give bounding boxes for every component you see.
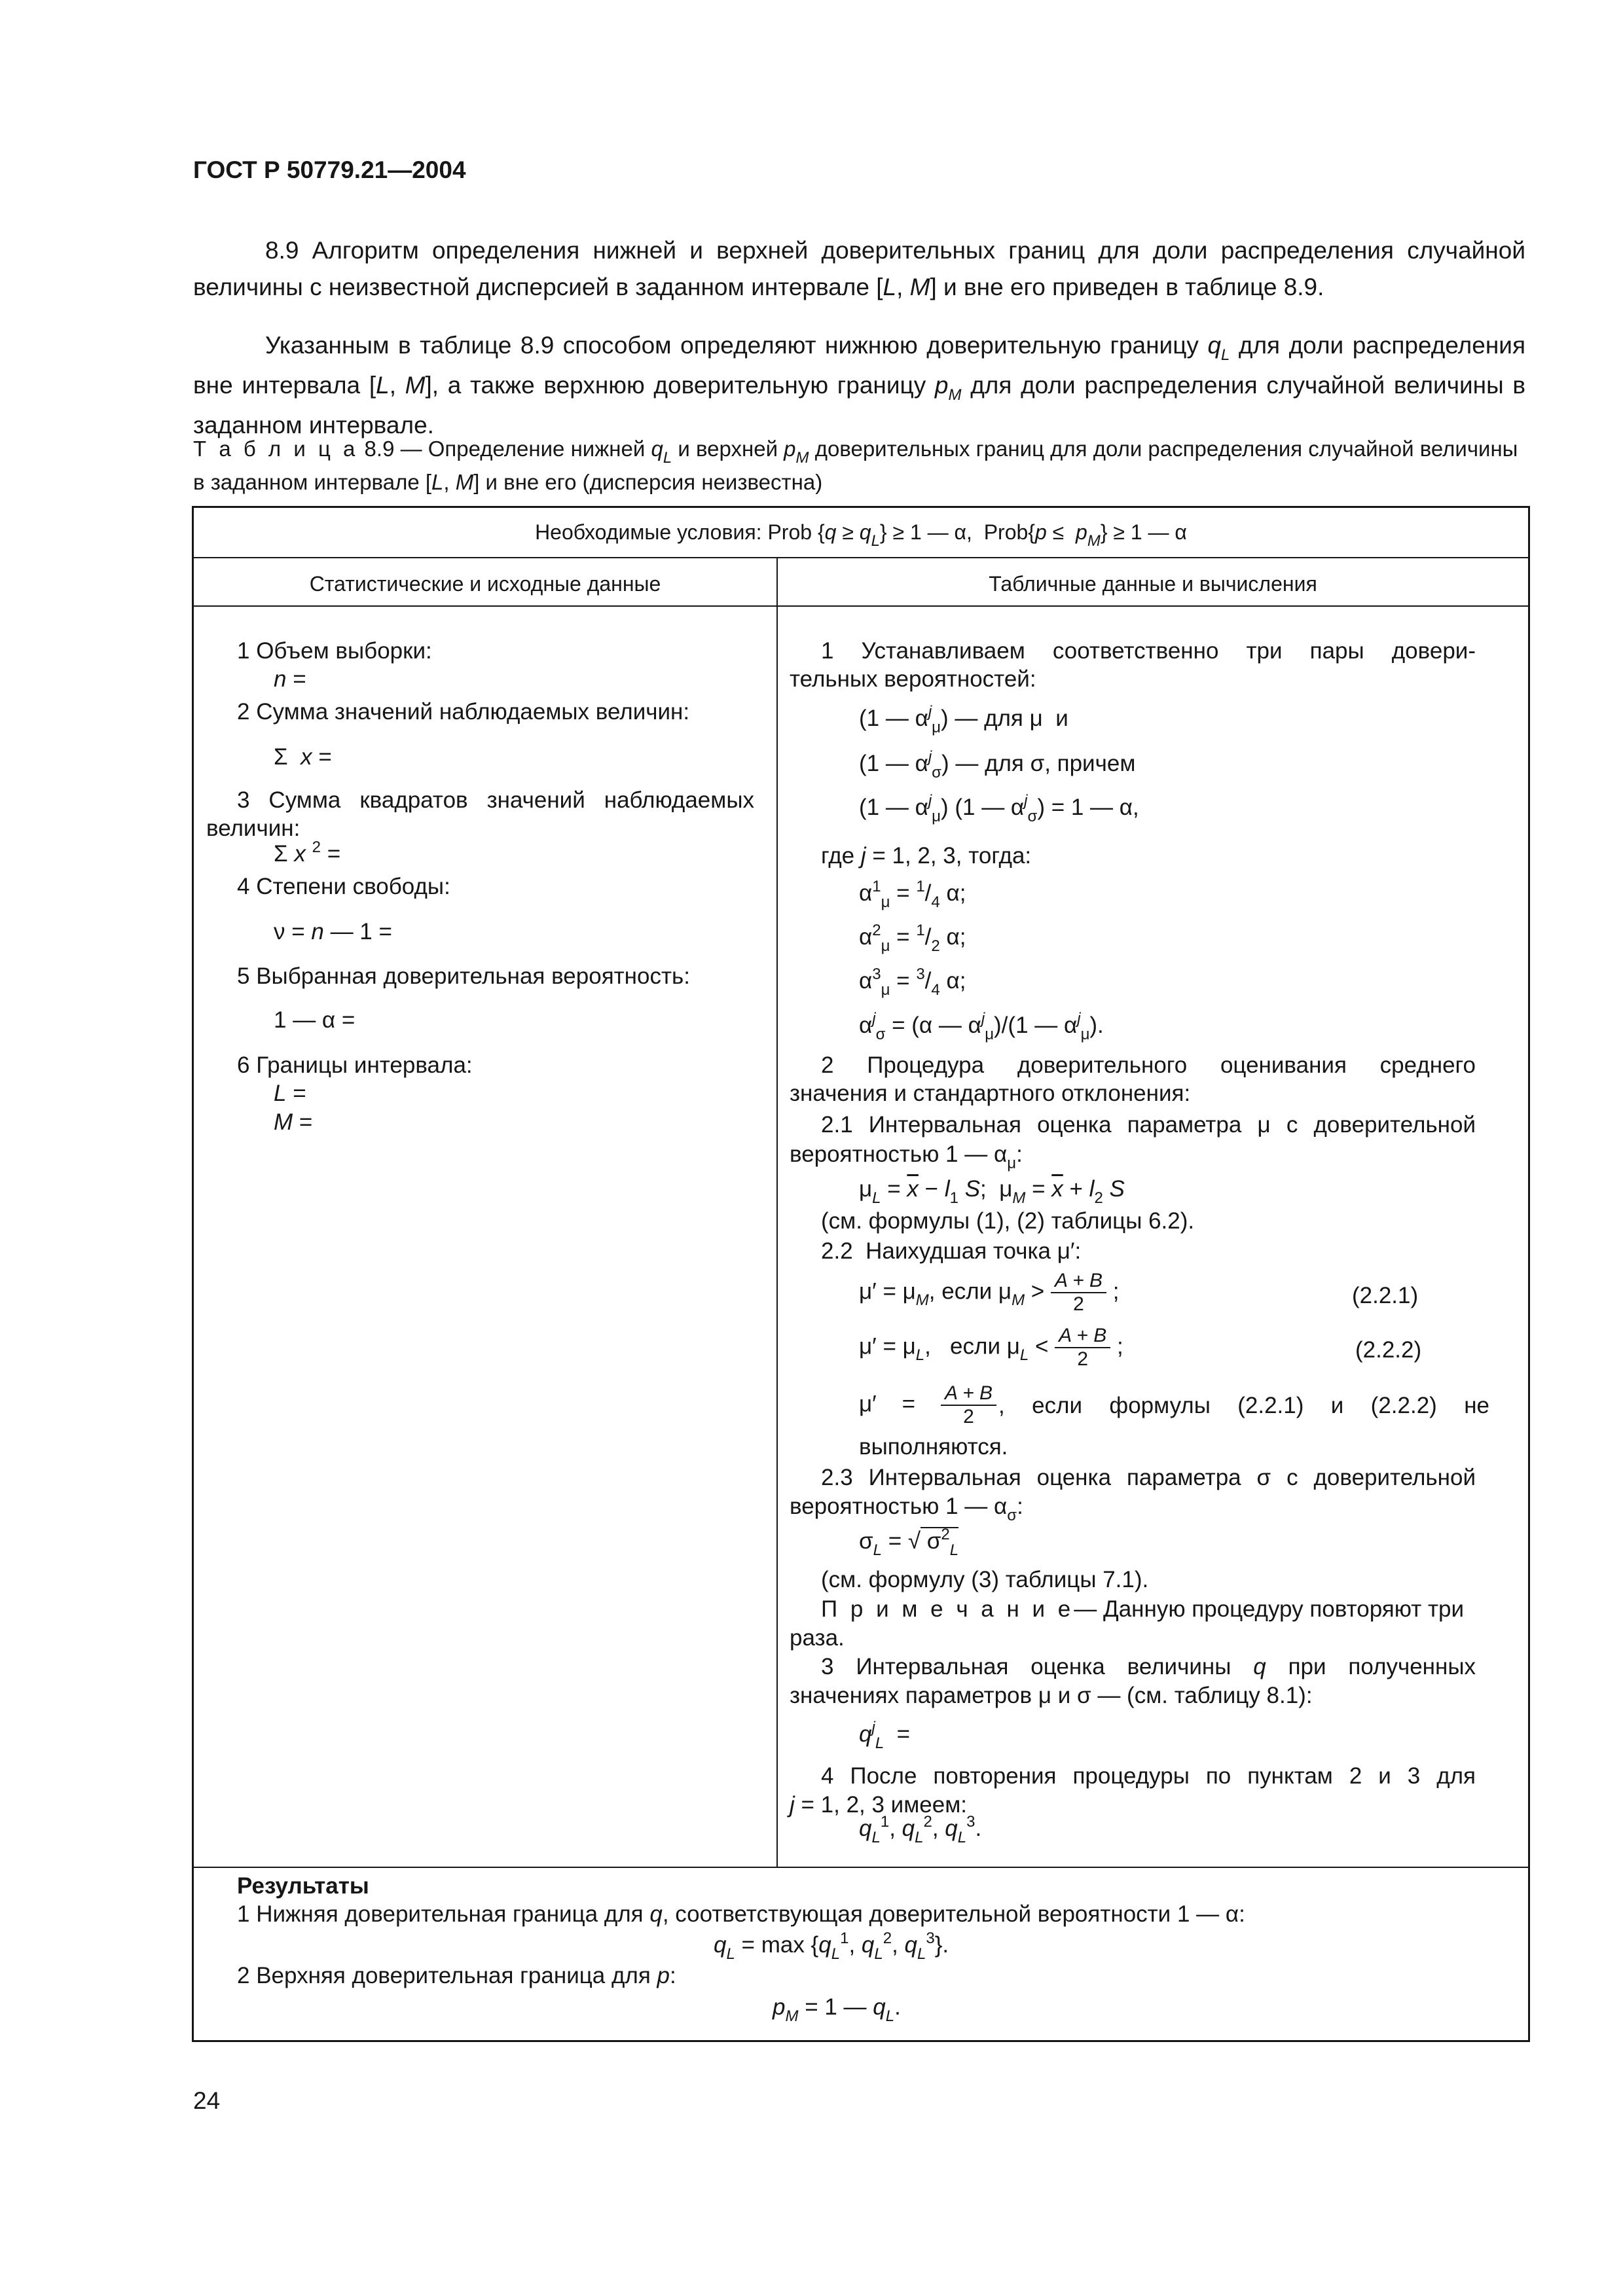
left-item-3-cont: величин: — [206, 816, 301, 841]
right-step-2-1: 2.1 Интервальная оценка параметра μ с доверительной — [821, 1112, 1476, 1138]
left-item-6-M: M = — [274, 1109, 313, 1135]
right-step-1-cont: тельных вероятностей: — [790, 666, 1036, 692]
right-mu-ref: (см. формулы (1), (2) таблицы 6.2). — [821, 1208, 1195, 1234]
right-step-4: 4 После повторения процедуры по пунктам 2 и 3 для — [821, 1763, 1476, 1789]
right-formula-2-2-3-cont: выполняются. — [859, 1434, 1008, 1460]
table-caption: Т а б л и ц а 8.9 — Определение нижней $q_L$ и верхней $p_M$ доверительных границ для доли распределения случайной величины в заданном интервале [L, M] и вне его (дисперсия неизвестна) — [193, 437, 1518, 494]
right-j-values: где j = 1, 2, 3, тогда: — [821, 843, 1032, 869]
right-alpha-3: $\alpha^3_\mu = ^3/_4$ α; — [859, 965, 966, 999]
right-step-4-cont: j = 1, 2, 3 имеем: — [790, 1792, 968, 1818]
table-conditions: Необходимые условия: Prob $\{q \ge q_L\} \ge 1$ — α, Prob{p ≤ $p_M\} \ge 1$ — α — [535, 520, 1187, 550]
right-pair-sigma: (1 — $\alpha^j_\sigma$) — для σ, причем — [859, 748, 1136, 781]
left-item-3-value: Σ x $^2$ = — [274, 838, 341, 867]
left-item-6-L: L = — [274, 1081, 306, 1106]
right-step-2-2: 2.2 Наихудшая точка μ′: — [821, 1238, 1082, 1264]
page-number: 24 — [193, 2087, 221, 2114]
right-q-values: $q_L^1$, $q_L^2$, $q_L^3$. — [859, 1813, 982, 1846]
right-note: П р и м е ч а н и е— Данную процедуру повторяют три — [821, 1596, 1465, 1622]
right-pair-product: (1 — $\alpha^j_\mu$) (1 — $\alpha^j_\sigma) = 1$ — α, — [859, 792, 1139, 825]
right-step-2-3-cont: вероятностью 1 — $\alpha_\sigma$: — [790, 1494, 1023, 1524]
right-alpha-sigma: $\alpha^j_\sigma = (\alpha$ — $\alpha^j_\mu)/(1$ — $\alpha^j_\mu$). — [859, 1010, 1104, 1043]
left-item-3: 3 Сумма квадратов значений наблюдаемых — [237, 787, 754, 813]
right-eq-number-2-2-2: (2.2.2) — [1355, 1337, 1422, 1363]
table-rule-results — [192, 1867, 1530, 1868]
paragraph-method: Указанным в таблице 8.9 способом определяют нижнюю доверительную границу $q_L$ для доли распределения вне интервала [L, M], а также верхнюю доверительную границу $p_M$ для доли распределения случайной величины в заданном интервале. — [193, 332, 1526, 439]
table-border-left — [192, 506, 194, 2042]
caption-label: Т а б л и ц а — [193, 437, 359, 461]
table-rule-conditions — [192, 557, 1530, 558]
right-step-1: 1 Устанавливаем соответственно три пары довери- — [821, 638, 1476, 664]
paragraph-8-9: 8.9 Алгоритм определения нижней и верхней доверительных границ для доли распределения случайной величины с неизвестной дисперсией в заданном интервале [L, M] и вне его приведен в таблице 8.9. — [193, 237, 1525, 300]
right-eq-number-2-2-1: (2.2.1) — [1352, 1283, 1419, 1308]
right-step-2: 2 Процедура доверительного оценивания среднего — [821, 1052, 1476, 1078]
left-item-6: 6 Границы интервала: — [237, 1052, 473, 1078]
left-item-1: 1 Объем выборки: — [237, 638, 432, 664]
right-alpha-2: $\alpha^2_\mu = ^1/_2$ α; — [859, 922, 966, 955]
left-item-1-value: n = — [274, 666, 306, 692]
right-mu-interval: $\mu_L = \overline{x} - l_1$ S; $\mu_M = \overline{x} + l_2$ S — [859, 1176, 1125, 1207]
left-item-4: 4 Степени свободы: — [237, 874, 450, 899]
column-header-right: Табличные данные и вычисления — [989, 572, 1317, 596]
right-pair-mu: (1 — $\alpha^j_\mu$) — для μ и — [859, 703, 1068, 736]
document-header: ГОСТ Р 50779.21—2004 — [193, 156, 466, 183]
column-header-left: Статистические и исходные данные — [309, 572, 661, 596]
right-alpha-1: $\alpha^1_\mu = ^1/_4$ α; — [859, 878, 966, 911]
left-item-2-value: Σ x = — [274, 744, 332, 770]
right-formula-2-2-3-cond: , если формулы (2.2.1) и (2.2.2) не — [998, 1393, 1489, 1418]
table-border-top — [192, 506, 1530, 508]
right-step-2-1-cont: вероятностью 1 — $\alpha_\mu$: — [790, 1141, 1023, 1172]
table-rule-headers — [192, 605, 1530, 607]
right-sigma-ref: (см. формулу (3) таблицы 7.1). — [821, 1567, 1149, 1592]
table-border-right — [1528, 506, 1530, 2042]
right-step-3-cont: значениях параметров μ и σ — (см. таблицу 8.1): — [790, 1683, 1313, 1708]
left-item-5: 5 Выбранная доверительная вероятность: — [237, 963, 690, 989]
right-step-2-cont: значения и стандартного отклонения: — [790, 1081, 1191, 1106]
results-formula-1: $q_L = \max \{q_L^1$, $q_L^2$, $q_L^3$}. — [714, 1929, 949, 1963]
left-item-4-value: ν = n — 1 = — [274, 919, 392, 944]
right-formula-2-2-1: $\mu' = \mu_M$, если $\mu_M$ > $\frac{A + B}{2}$ ; — [859, 1270, 1120, 1315]
right-step-2-3: 2.3 Интервальная оценка параметра σ с доверительной — [821, 1465, 1476, 1490]
table-column-divider — [776, 557, 778, 1868]
table-border-bottom — [192, 2040, 1530, 2042]
right-step-3: 3 Интервальная оценка величины q при полученных — [821, 1654, 1476, 1679]
results-item-2: 2 Верхняя доверительная граница для p: — [237, 1963, 676, 1988]
results-item-1: 1 Нижняя доверительная граница для q, соответствующая доверительной вероятности 1 — α: — [237, 1901, 1245, 1927]
results-formula-2: $p_M = 1$ — $q_L$. — [773, 1994, 901, 2025]
results-title: Результаты — [237, 1873, 369, 1899]
left-item-5-value: 1 — α = — [274, 1007, 356, 1033]
right-note-cont: раза. — [790, 1625, 845, 1651]
left-item-2: 2 Сумма значений наблюдаемых величин: — [237, 699, 690, 725]
right-formula-2-2-3: μ′ = $\frac{A + B}{2}$ — [859, 1382, 996, 1428]
right-sigma-formula: $\sigma_L$ = √ $\sigma^2_L$ — [859, 1526, 959, 1559]
right-formula-2-2-2: $\mu' = \mu_L$, если $\mu_L$ < $\frac{A + B}{2}$ ; — [859, 1325, 1123, 1370]
right-q-j: $q^j_L$ = — [859, 1719, 911, 1752]
